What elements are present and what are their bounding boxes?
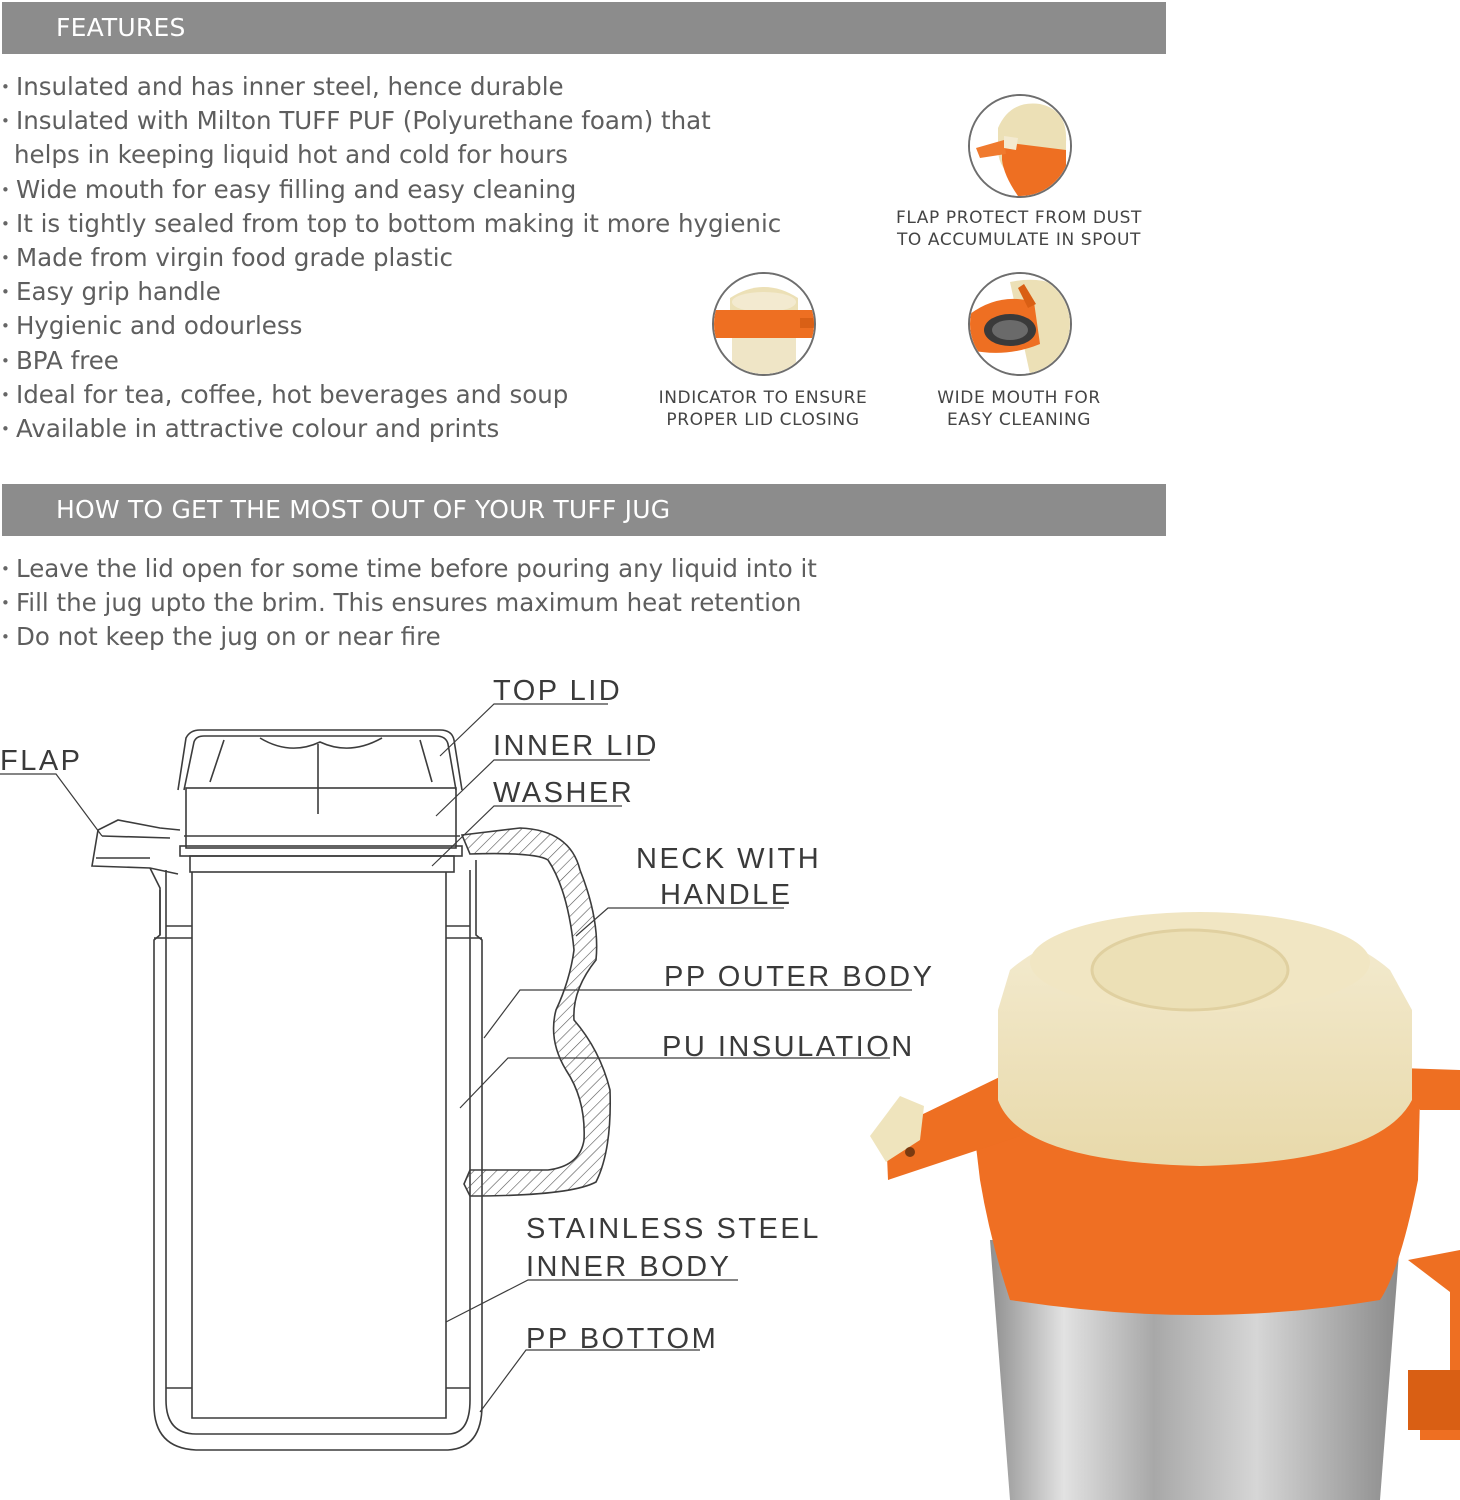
wide-mouth-closeup-image	[968, 272, 1072, 376]
wide-mouth-caption	[918, 387, 1120, 431]
features-header	[2, 2, 1166, 54]
jug-cross-section-diagram	[0, 660, 940, 1460]
neck-label-line1: NECK WITH	[636, 843, 822, 875]
caption-line: EASY CLEANING	[946, 410, 1092, 430]
caption-line: INDICATOR TO ENSURE	[658, 388, 868, 408]
washer-label: WASHER	[493, 777, 635, 809]
list-item: • Insulated and has inner steel, hence durable	[0, 70, 781, 104]
list-item: • Leave the lid open for some time before pouring any liquid into it	[0, 552, 817, 586]
tips-list	[0, 552, 817, 655]
flap-label: FLAP	[0, 745, 83, 777]
list-item: • Made from virgin food grade plastic	[0, 241, 781, 275]
caption-line: PROPER LID CLOSING	[666, 410, 860, 430]
top-lid-label: TOP LID	[493, 675, 623, 707]
list-item: • Fill the jug upto the brim. This ensures maximum heat retention	[0, 586, 817, 620]
flap-closeup-image	[968, 94, 1072, 198]
list-item: • Ideal for tea, coffee, hot beverages and soup	[0, 378, 781, 412]
tips-title: HOW TO GET THE MOST OUT OF YOUR TUFF JUG	[56, 495, 671, 524]
stainless-steel-label-line2: INNER BODY	[526, 1251, 732, 1283]
list-item: • It is tightly sealed from top to bottom making it more hygienic	[0, 207, 781, 241]
pp-bottom-label: PP BOTTOM	[526, 1323, 719, 1355]
inner-lid-label: INNER LID	[493, 730, 659, 762]
stainless-steel-label-line1: STAINLESS STEEL	[526, 1213, 821, 1245]
caption-line: TO ACCUMULATE IN SPOUT	[896, 230, 1142, 250]
list-item: • Wide mouth for easy filling and easy cleaning	[0, 173, 781, 207]
neck-label-line2: HANDLE	[660, 879, 793, 911]
caption-line: FLAP PROTECT FROM DUST	[895, 208, 1143, 228]
jug-product-photo	[860, 900, 1460, 1500]
indicator-closeup-image	[712, 272, 816, 376]
handle-hatched	[462, 828, 610, 1196]
list-item: • Easy grip handle	[0, 275, 781, 309]
features-title: FEATURES	[56, 13, 186, 42]
pu-insulation-label: PU INSULATION	[662, 1031, 915, 1063]
jug-outline	[92, 730, 482, 1450]
list-item: • Hygienic and odourless	[0, 309, 781, 343]
list-item: • Do not keep the jug on or near fire	[0, 620, 817, 654]
caption-line: WIDE MOUTH FOR	[937, 388, 1101, 408]
list-item: • BPA free	[0, 344, 781, 378]
list-item-continuation: helps in keeping liquid hot and cold for hours	[14, 140, 568, 170]
list-item: • Insulated with Milton TUFF PUF (Polyurethane foam) that	[0, 104, 781, 138]
flap-caption	[888, 207, 1150, 251]
indicator-caption	[640, 387, 886, 431]
list-item: • Available in attractive colour and prints	[0, 412, 781, 446]
tips-header	[2, 484, 1166, 536]
pp-outer-body-label: PP OUTER BODY	[664, 961, 935, 993]
